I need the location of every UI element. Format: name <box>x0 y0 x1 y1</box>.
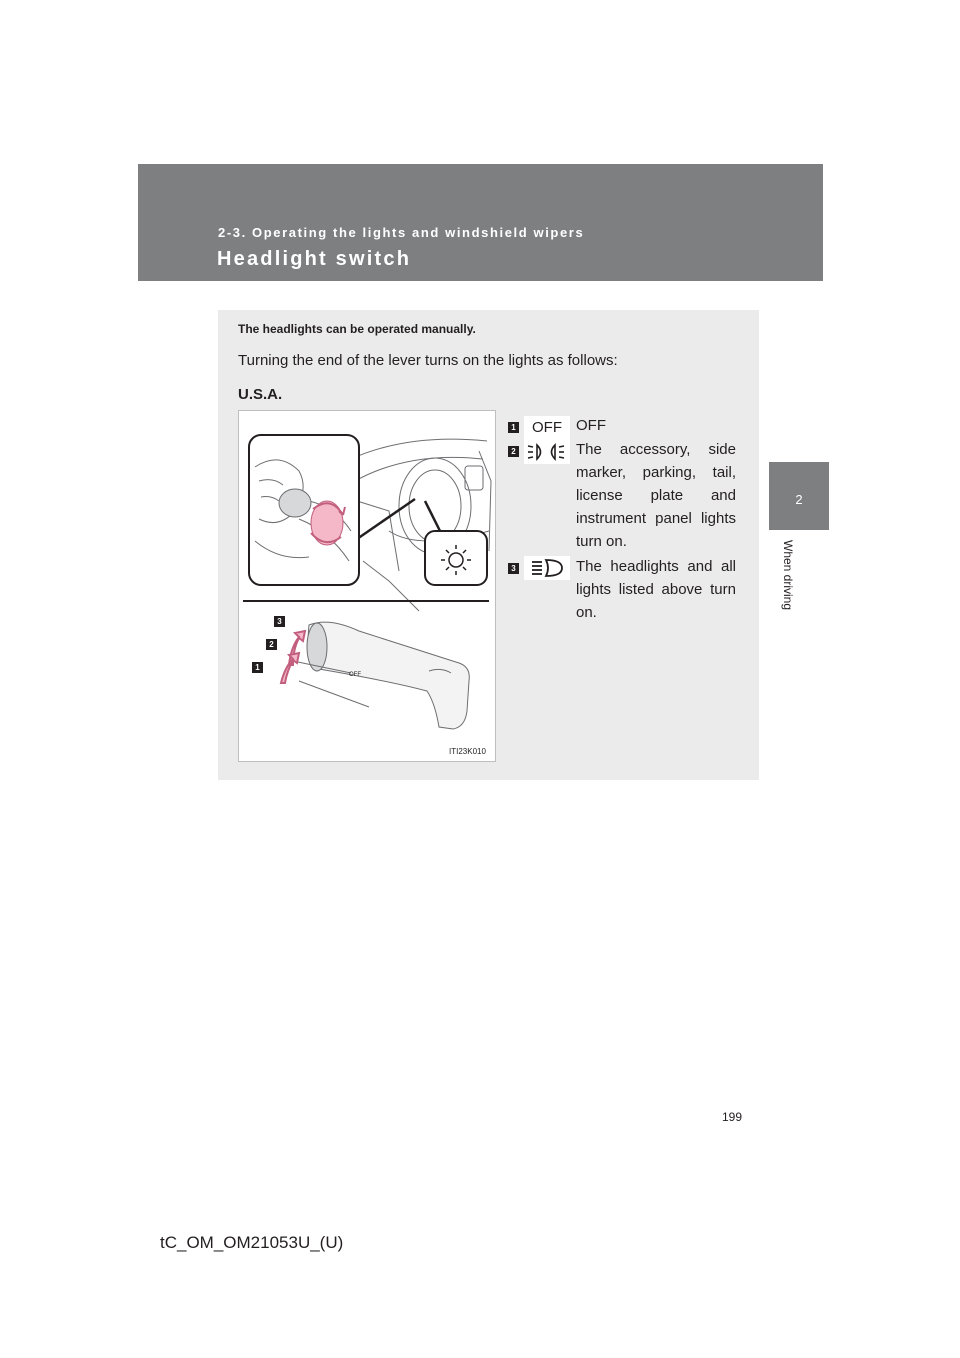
figure-callout-1: 1 <box>252 662 263 673</box>
footer-code: tC_OM_OM21053U_(U) <box>160 1233 344 1252</box>
page-title: Headlight switch <box>217 248 412 270</box>
region-label: U.S.A. <box>238 386 283 403</box>
description-text: Turning the end of the lever turns on the lights as follows: <box>238 352 618 369</box>
content-panel <box>218 310 759 780</box>
page-number: 199 <box>722 1110 743 1124</box>
figure-callout-2: 2 <box>266 639 277 650</box>
section-header <box>138 164 823 281</box>
item-number-2: 2 <box>508 446 519 457</box>
item-text-3: The headlights and all lights listed above turn on. <box>576 558 736 621</box>
lever-off-label: OFF <box>349 672 361 678</box>
chapter-tab[interactable] <box>769 462 829 530</box>
item-number-1: 1 <box>508 422 519 433</box>
intro-text: The headlights can be operated manually. <box>238 322 476 336</box>
headlight-switch-illustration <box>238 410 496 762</box>
chapter-label: When driving <box>781 540 795 611</box>
parking-lights-icon <box>524 440 570 464</box>
off-icon <box>524 416 570 440</box>
figure-callout-3: 3 <box>274 616 285 627</box>
off-icon-text: OFF <box>532 419 562 436</box>
item-text-2: The accessory, side marker, parking, tail, license plate and instrument panel lights turn on. <box>576 441 736 550</box>
item-number-3: 3 <box>508 563 519 574</box>
item-text-1: OFF <box>576 417 606 434</box>
illustration-drawing <box>239 411 497 763</box>
chapter-number: 2 <box>795 492 803 507</box>
figure-code: ITI23K010 <box>449 747 486 756</box>
section-label: 2-3. Operating the lights and windshield wipers <box>218 225 585 240</box>
headlight-icon <box>524 556 570 580</box>
